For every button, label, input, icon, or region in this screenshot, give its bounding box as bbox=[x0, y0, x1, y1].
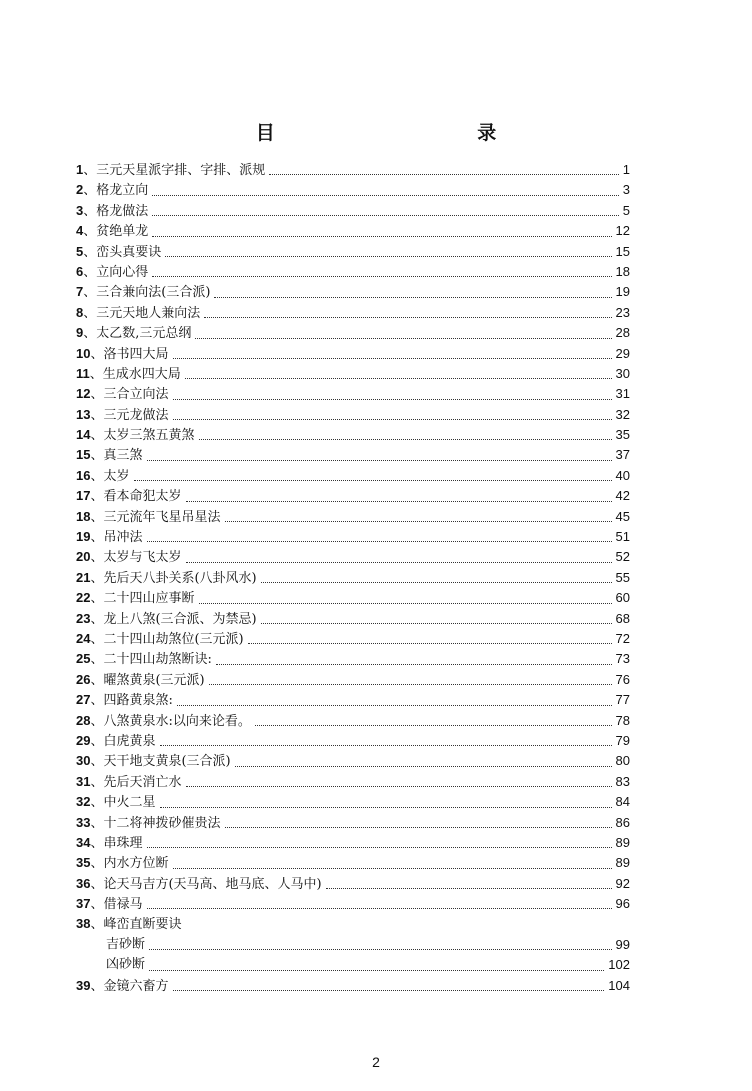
toc-entry[interactable] bbox=[76, 792, 630, 812]
toc-entry-heading bbox=[76, 265, 150, 280]
toc-leader-dots bbox=[269, 174, 619, 175]
toc-entry-page: 84 bbox=[614, 792, 630, 812]
toc-entry-heading bbox=[76, 877, 324, 892]
toc-entry-separator: 、 bbox=[90, 774, 104, 790]
toc-entry-separator: 、 bbox=[90, 346, 104, 362]
toc-entry-page: 77 bbox=[614, 690, 630, 710]
toc-entry-separator: 、 bbox=[90, 917, 104, 933]
toc-entry-page: 55 bbox=[614, 568, 630, 588]
toc-entry[interactable] bbox=[76, 751, 630, 771]
toc-entry[interactable] bbox=[76, 364, 630, 384]
toc-entry-page: 30 bbox=[614, 364, 630, 384]
toc-entry-page: 19 bbox=[614, 282, 630, 302]
toc-entry-number: 36 bbox=[76, 875, 91, 891]
toc-entry[interactable] bbox=[76, 690, 630, 710]
toc-entry-page: 96 bbox=[614, 894, 630, 914]
toc-entry-number: 26 bbox=[76, 671, 91, 687]
toc-entry-label: 三合立向法 bbox=[103, 387, 169, 403]
toc-entry-number: 25 bbox=[76, 651, 91, 667]
toc-leader-dots bbox=[199, 439, 612, 440]
toc-entry-page: 68 bbox=[614, 609, 630, 629]
toc-entry[interactable] bbox=[76, 486, 630, 506]
toc-entry[interactable] bbox=[76, 629, 630, 649]
toc-entry-heading bbox=[76, 550, 184, 565]
toc-entry-page: 3 bbox=[621, 180, 630, 200]
toc-entry-page: 28 bbox=[614, 323, 630, 343]
toc-entry-label: 先后天消亡水 bbox=[103, 774, 182, 790]
toc-entry-label: 三元天星派字排、字排、派规 bbox=[96, 163, 266, 178]
toc-leader-dots bbox=[160, 745, 612, 746]
toc-entry-heading bbox=[76, 469, 132, 484]
toc-leader-dots bbox=[152, 195, 619, 196]
page-title: 目 录 bbox=[255, 122, 595, 144]
toc-entry-number: 24 bbox=[76, 630, 91, 646]
toc-entry-separator: 、 bbox=[83, 224, 97, 240]
toc-leader-dots bbox=[326, 888, 612, 889]
toc-entry-page: 37 bbox=[614, 445, 630, 465]
toc-leader-dots bbox=[199, 603, 612, 604]
toc-entry[interactable] bbox=[76, 874, 630, 894]
toc-entry-label: 串珠理 bbox=[103, 835, 143, 851]
toc-entry-number: 3 bbox=[76, 202, 84, 218]
toc-entry-heading bbox=[76, 224, 150, 239]
toc-entry-label: 太岁 bbox=[103, 468, 130, 484]
toc-entry[interactable] bbox=[76, 813, 630, 833]
toc-entry-heading bbox=[76, 245, 163, 260]
toc-entry[interactable] bbox=[76, 833, 630, 853]
toc-leader-dots bbox=[149, 949, 612, 950]
toc-entry-page: 35 bbox=[614, 425, 630, 445]
toc-entry-heading bbox=[76, 775, 184, 790]
toc-leader-dots bbox=[165, 256, 611, 257]
toc-entry-label: 吊冲法 bbox=[103, 530, 143, 546]
toc-entry-page: 80 bbox=[614, 751, 630, 771]
toc-entry-page: 102 bbox=[606, 955, 630, 975]
toc-entry[interactable] bbox=[76, 649, 630, 669]
toc-entry-page: 32 bbox=[614, 405, 630, 425]
toc-entry-separator: 、 bbox=[90, 530, 104, 546]
toc-entry-number: 12 bbox=[76, 386, 91, 402]
toc-entry-separator: 、 bbox=[90, 611, 104, 627]
toc-entry-heading bbox=[76, 652, 214, 667]
toc-entry-number: 33 bbox=[76, 814, 91, 830]
toc-entry[interactable] bbox=[76, 384, 630, 404]
toc-entry-label: 金镜六畜方 bbox=[103, 978, 169, 994]
toc-entry-page: 89 bbox=[614, 853, 630, 873]
toc-entry[interactable] bbox=[76, 711, 630, 731]
toc-entry-number: 8 bbox=[76, 304, 84, 320]
toc-entry-separator: 、 bbox=[83, 183, 97, 199]
toc-entry-heading bbox=[76, 836, 145, 851]
toc-leader-dots bbox=[261, 623, 612, 624]
toc-entry[interactable] bbox=[76, 670, 630, 690]
toc-entry-label: 格龙做法 bbox=[96, 203, 149, 219]
toc-entry-heading bbox=[76, 387, 171, 402]
toc-entry-separator: 、 bbox=[90, 591, 104, 607]
toc-entry-heading bbox=[76, 183, 150, 198]
toc-entry-number: 4 bbox=[76, 223, 84, 239]
toc-entry-heading bbox=[76, 204, 150, 219]
toc-entry-number: 34 bbox=[76, 834, 91, 850]
toc-entry-label: 太岁与飞太岁 bbox=[103, 550, 182, 566]
toc-entry-separator: 、 bbox=[90, 652, 104, 668]
toc-entry[interactable] bbox=[76, 344, 630, 364]
toc-entry[interactable] bbox=[76, 588, 630, 608]
toc-entry-label: 四路黄泉煞: bbox=[103, 693, 173, 709]
toc-entry[interactable] bbox=[76, 201, 630, 221]
toc-entry[interactable] bbox=[76, 527, 630, 547]
toc-entry[interactable] bbox=[76, 445, 630, 465]
toc-entry-separator: 、 bbox=[90, 978, 104, 994]
toc-leader-dots bbox=[149, 970, 604, 971]
toc-leader-dots bbox=[186, 562, 612, 563]
toc-entry-heading bbox=[76, 734, 158, 749]
toc-entry-separator: 、 bbox=[90, 815, 104, 831]
toc-entry[interactable] bbox=[76, 731, 630, 751]
toc-entry-heading bbox=[106, 957, 147, 972]
toc-entry-label: 生成水四大局 bbox=[102, 366, 181, 382]
page-number: 2 bbox=[372, 1054, 380, 1070]
toc-entry-separator: 、 bbox=[90, 733, 104, 749]
toc-entry-page: 29 bbox=[614, 344, 630, 364]
toc-entry-separator: 、 bbox=[90, 754, 104, 770]
toc-entry[interactable] bbox=[76, 303, 630, 323]
toc-entry-label: 白虎黄泉 bbox=[103, 733, 156, 749]
toc-entry-separator: 、 bbox=[90, 448, 104, 464]
toc-entry-separator: 、 bbox=[89, 366, 103, 382]
toc-entry-heading bbox=[76, 591, 197, 606]
toc-entry-number: 29 bbox=[76, 732, 91, 748]
toc-entry-heading bbox=[76, 816, 223, 831]
toc-leader-dots bbox=[152, 215, 619, 216]
toc-leader-dots bbox=[173, 990, 605, 991]
toc-entry-heading bbox=[76, 347, 171, 362]
toc-entry-page: 79 bbox=[614, 731, 630, 751]
toc-entry-page: 40 bbox=[614, 466, 630, 486]
toc-leader-dots bbox=[152, 236, 611, 237]
toc-entry[interactable] bbox=[76, 466, 630, 486]
toc-entry-number: 11 bbox=[76, 365, 90, 381]
toc-leader-dots bbox=[186, 786, 612, 787]
toc-leader-dots bbox=[216, 664, 612, 665]
toc-leader-dots bbox=[185, 378, 612, 379]
toc-entry[interactable] bbox=[76, 609, 630, 629]
toc-entry-label: 二十四山劫煞断诀: bbox=[103, 652, 212, 668]
toc-entry-number: 9 bbox=[76, 325, 84, 341]
toc-entry-number: 21 bbox=[76, 569, 91, 585]
toc-entry-label: 凶砂断 bbox=[106, 957, 146, 973]
toc-entry-separator: 、 bbox=[83, 244, 97, 260]
toc-entry-page: 86 bbox=[614, 813, 630, 833]
toc-entry-label: 八煞黄泉水:以向来论看。 bbox=[103, 713, 251, 729]
toc-entry-heading bbox=[76, 754, 233, 769]
toc-leader-dots bbox=[152, 276, 611, 277]
toc-entry-number: 27 bbox=[76, 692, 91, 708]
toc-leader-dots bbox=[235, 766, 612, 767]
toc-entry-separator: 、 bbox=[90, 835, 104, 851]
toc-leader-dots bbox=[147, 908, 612, 909]
toc-entry-label: 洛书四大局 bbox=[103, 346, 169, 362]
toc-entry[interactable] bbox=[76, 242, 630, 262]
toc-leader-dots bbox=[160, 807, 612, 808]
toc-entry-heading bbox=[76, 530, 145, 545]
toc-entry-page: 31 bbox=[614, 384, 630, 404]
toc-entry-page: 104 bbox=[606, 976, 630, 996]
toc-entry-label: 三元天地人兼向法 bbox=[96, 305, 201, 321]
toc-entry-heading bbox=[76, 693, 175, 708]
toc-leader-dots bbox=[173, 868, 612, 869]
toc-entry-page: 18 bbox=[614, 262, 630, 282]
toc-entry-label: 三元流年飞星吊星法 bbox=[103, 509, 221, 525]
toc-entry-label: 吉砂断 bbox=[106, 936, 146, 952]
toc-entry-number: 31 bbox=[76, 773, 91, 789]
toc-entry-page: 23 bbox=[614, 303, 630, 323]
toc-entry-number: 10 bbox=[76, 345, 91, 361]
toc-entry-heading bbox=[76, 795, 158, 810]
toc-entry[interactable] bbox=[76, 914, 630, 934]
toc-leader-dots bbox=[255, 725, 612, 726]
toc-leader-dots bbox=[225, 827, 612, 828]
toc-entry-heading bbox=[76, 979, 171, 994]
toc-entry[interactable] bbox=[76, 507, 630, 527]
toc-entry[interactable] bbox=[76, 323, 630, 343]
toc-entry-number: 23 bbox=[76, 610, 91, 626]
toc-entry[interactable] bbox=[76, 262, 630, 282]
toc-entry-separator: 、 bbox=[90, 387, 104, 403]
toc-entry-heading bbox=[76, 163, 267, 178]
toc-entry-heading bbox=[76, 673, 207, 688]
toc-entry-number: 37 bbox=[76, 896, 91, 912]
toc-entry-separator: 、 bbox=[83, 264, 97, 280]
toc-entry-number: 28 bbox=[76, 712, 91, 728]
toc-leader-dots bbox=[186, 501, 612, 502]
toc-entry-label: 曜煞黄泉(三元派) bbox=[103, 672, 205, 688]
toc-entry-separator: 、 bbox=[90, 856, 104, 872]
toc-entry-heading bbox=[76, 285, 212, 300]
toc-entry-number: 17 bbox=[76, 488, 91, 504]
toc-leader-dots bbox=[147, 847, 612, 848]
toc-leader-dots bbox=[134, 480, 612, 481]
toc-entry[interactable] bbox=[76, 160, 630, 180]
toc-entry-separator: 、 bbox=[90, 672, 104, 688]
toc-entry-page: 5 bbox=[621, 201, 630, 221]
toc-entry-page: 52 bbox=[614, 547, 630, 567]
toc-entry-number: 1 bbox=[76, 162, 84, 177]
toc-entry-number: 14 bbox=[76, 427, 91, 443]
toc-entry-number: 19 bbox=[76, 529, 91, 545]
toc-entry-number: 35 bbox=[76, 855, 91, 871]
toc-entry-label: 立向心得 bbox=[96, 264, 149, 280]
toc-entry-heading bbox=[76, 408, 171, 423]
toc-entry-number: 2 bbox=[76, 182, 84, 198]
toc-entry-label: 三合兼向法(三合派) bbox=[96, 285, 211, 301]
toc-entry-separator: 、 bbox=[90, 693, 104, 709]
toc-entry-page: 89 bbox=[614, 833, 630, 853]
toc-entry-number: 16 bbox=[76, 467, 91, 483]
toc-entry-separator: 、 bbox=[90, 407, 104, 423]
toc-entry-label: 太乙数,三元总纲 bbox=[96, 326, 192, 342]
toc-entry-label: 天干地支黄泉(三合派) bbox=[103, 754, 231, 770]
toc-entry-label: 峦头真要诀 bbox=[96, 244, 162, 260]
toc-entry-separator: 、 bbox=[90, 428, 104, 444]
toc-entry-heading bbox=[106, 937, 147, 952]
toc-entry-number: 38 bbox=[76, 916, 91, 932]
toc-entry-page: 45 bbox=[614, 507, 630, 527]
toc-entry-number: 13 bbox=[76, 406, 91, 422]
toc-entry-heading bbox=[76, 448, 145, 463]
toc-entry-label: 先后天八卦关系(八卦风水) bbox=[103, 570, 257, 586]
toc-leader-dots bbox=[248, 643, 612, 644]
toc-leader-dots bbox=[261, 582, 612, 583]
toc-entry-label: 龙上八煞(三合派、为禁忌) bbox=[103, 611, 257, 627]
toc-entry[interactable] bbox=[76, 853, 630, 873]
toc-entry-label: 借禄马 bbox=[103, 897, 143, 913]
toc-leader-dots bbox=[209, 684, 612, 685]
toc-entry-number: 18 bbox=[76, 508, 91, 524]
toc-entry-number: 5 bbox=[76, 243, 84, 259]
toc-entry[interactable] bbox=[76, 955, 630, 975]
toc-entry-number: 22 bbox=[76, 590, 91, 606]
toc-entry-heading bbox=[76, 917, 184, 932]
toc-entry-page: 42 bbox=[614, 486, 630, 506]
toc-entry-label: 内水方位断 bbox=[103, 856, 169, 872]
toc-entry-heading bbox=[76, 714, 253, 729]
toc-entry-label: 论天马吉方(天马高、地马底、人马中) bbox=[103, 876, 322, 892]
toc-entry-label: 峰峦直断要诀 bbox=[103, 917, 182, 933]
toc-entry-separator: 、 bbox=[90, 876, 104, 892]
toc-entry-page: 99 bbox=[614, 935, 630, 955]
toc-entry[interactable] bbox=[76, 894, 630, 914]
toc-entry-separator: 、 bbox=[83, 305, 97, 321]
toc-entry-page: 51 bbox=[614, 527, 630, 547]
toc-entry[interactable] bbox=[76, 772, 630, 792]
toc-entry-separator: 、 bbox=[90, 897, 104, 913]
toc-entry[interactable] bbox=[76, 547, 630, 567]
toc-entry-page: 92 bbox=[614, 874, 630, 894]
toc-entry-number: 6 bbox=[76, 263, 84, 279]
toc-leader-dots bbox=[177, 705, 612, 706]
toc-leader-dots bbox=[214, 297, 611, 298]
toc-entry-separator: 、 bbox=[90, 570, 104, 586]
toc-leader-dots bbox=[204, 317, 611, 318]
toc-entry-heading bbox=[76, 489, 184, 504]
toc-leader-dots bbox=[147, 541, 612, 542]
toc-entry[interactable] bbox=[76, 935, 630, 955]
toc-entry-heading bbox=[76, 897, 145, 912]
toc-entry-separator: 、 bbox=[90, 550, 104, 566]
toc-entry-separator: 、 bbox=[90, 631, 104, 647]
toc-entry-page: 76 bbox=[614, 670, 630, 690]
toc-entry-label: 二十四山应事断 bbox=[103, 591, 195, 607]
toc-entry-heading bbox=[76, 632, 246, 647]
toc-entry-separator: 、 bbox=[83, 163, 97, 178]
toc-entry[interactable] bbox=[76, 976, 630, 996]
toc-entry-page: 83 bbox=[614, 772, 630, 792]
toc-entry-page: 78 bbox=[614, 711, 630, 731]
toc-leader-dots bbox=[173, 399, 612, 400]
toc-entry-heading bbox=[76, 571, 259, 586]
toc-entry-label: 三元龙做法 bbox=[103, 407, 169, 423]
toc-entry-label: 看本命犯太岁 bbox=[103, 489, 182, 505]
toc-entry-heading bbox=[76, 367, 183, 382]
toc-entry-page: 15 bbox=[614, 242, 630, 262]
toc-entry-separator: 、 bbox=[83, 203, 97, 219]
toc-entry-label: 二十四山劫煞位(三元派) bbox=[103, 631, 244, 647]
toc-entry-separator: 、 bbox=[90, 795, 104, 811]
toc-entry-label: 贫绝单龙 bbox=[96, 224, 149, 240]
toc-entry-label: 太岁三煞五黄煞 bbox=[103, 428, 195, 444]
toc-entry-separator: 、 bbox=[83, 285, 97, 301]
toc-leader-dots bbox=[173, 358, 612, 359]
toc-entry-separator: 、 bbox=[90, 509, 104, 525]
toc-entry-number: 32 bbox=[76, 794, 91, 810]
toc-entry-number: 15 bbox=[76, 447, 91, 463]
toc-entry-heading bbox=[76, 856, 171, 871]
toc-leader-dots bbox=[225, 521, 612, 522]
toc-entry-separator: 、 bbox=[90, 713, 104, 729]
toc-entry-number: 30 bbox=[76, 753, 91, 769]
toc-entry-page: 60 bbox=[614, 588, 630, 608]
toc-entry-separator: 、 bbox=[90, 489, 104, 505]
toc-entry-label: 格龙立向 bbox=[96, 183, 149, 199]
toc-entry-separator: 、 bbox=[83, 326, 97, 342]
toc-entry[interactable] bbox=[76, 282, 630, 302]
toc-entry-page: 1 bbox=[621, 160, 630, 180]
toc-entry-number: 7 bbox=[76, 284, 84, 300]
toc-entry-label: 十二将神拨砂催贵法 bbox=[103, 815, 221, 831]
toc-entry-heading bbox=[76, 510, 223, 525]
toc-entry-page: 12 bbox=[614, 221, 630, 241]
toc-leader-dots bbox=[147, 460, 612, 461]
toc-entry-label: 真三煞 bbox=[103, 448, 143, 464]
toc-leader-dots bbox=[195, 338, 611, 339]
toc-entry-heading bbox=[76, 612, 259, 627]
toc-leader-dots bbox=[173, 419, 612, 420]
toc-entry[interactable] bbox=[76, 425, 630, 445]
toc-entry-heading bbox=[76, 428, 197, 443]
toc-entry[interactable] bbox=[76, 405, 630, 425]
toc-entry-heading bbox=[76, 306, 202, 321]
toc-entry[interactable] bbox=[76, 221, 630, 241]
toc-entry-number: 39 bbox=[76, 977, 91, 993]
toc-entry-separator: 、 bbox=[90, 468, 104, 484]
toc-entry-number: 20 bbox=[76, 549, 91, 565]
toc-entry-page: 72 bbox=[614, 629, 630, 649]
toc-entry-label: 中火二星 bbox=[103, 795, 156, 811]
toc-entry-page: 73 bbox=[614, 649, 630, 669]
toc-entry[interactable] bbox=[76, 180, 630, 200]
table-of-contents bbox=[76, 160, 630, 996]
toc-entry[interactable] bbox=[76, 568, 630, 588]
toc-entry-heading bbox=[76, 326, 193, 341]
